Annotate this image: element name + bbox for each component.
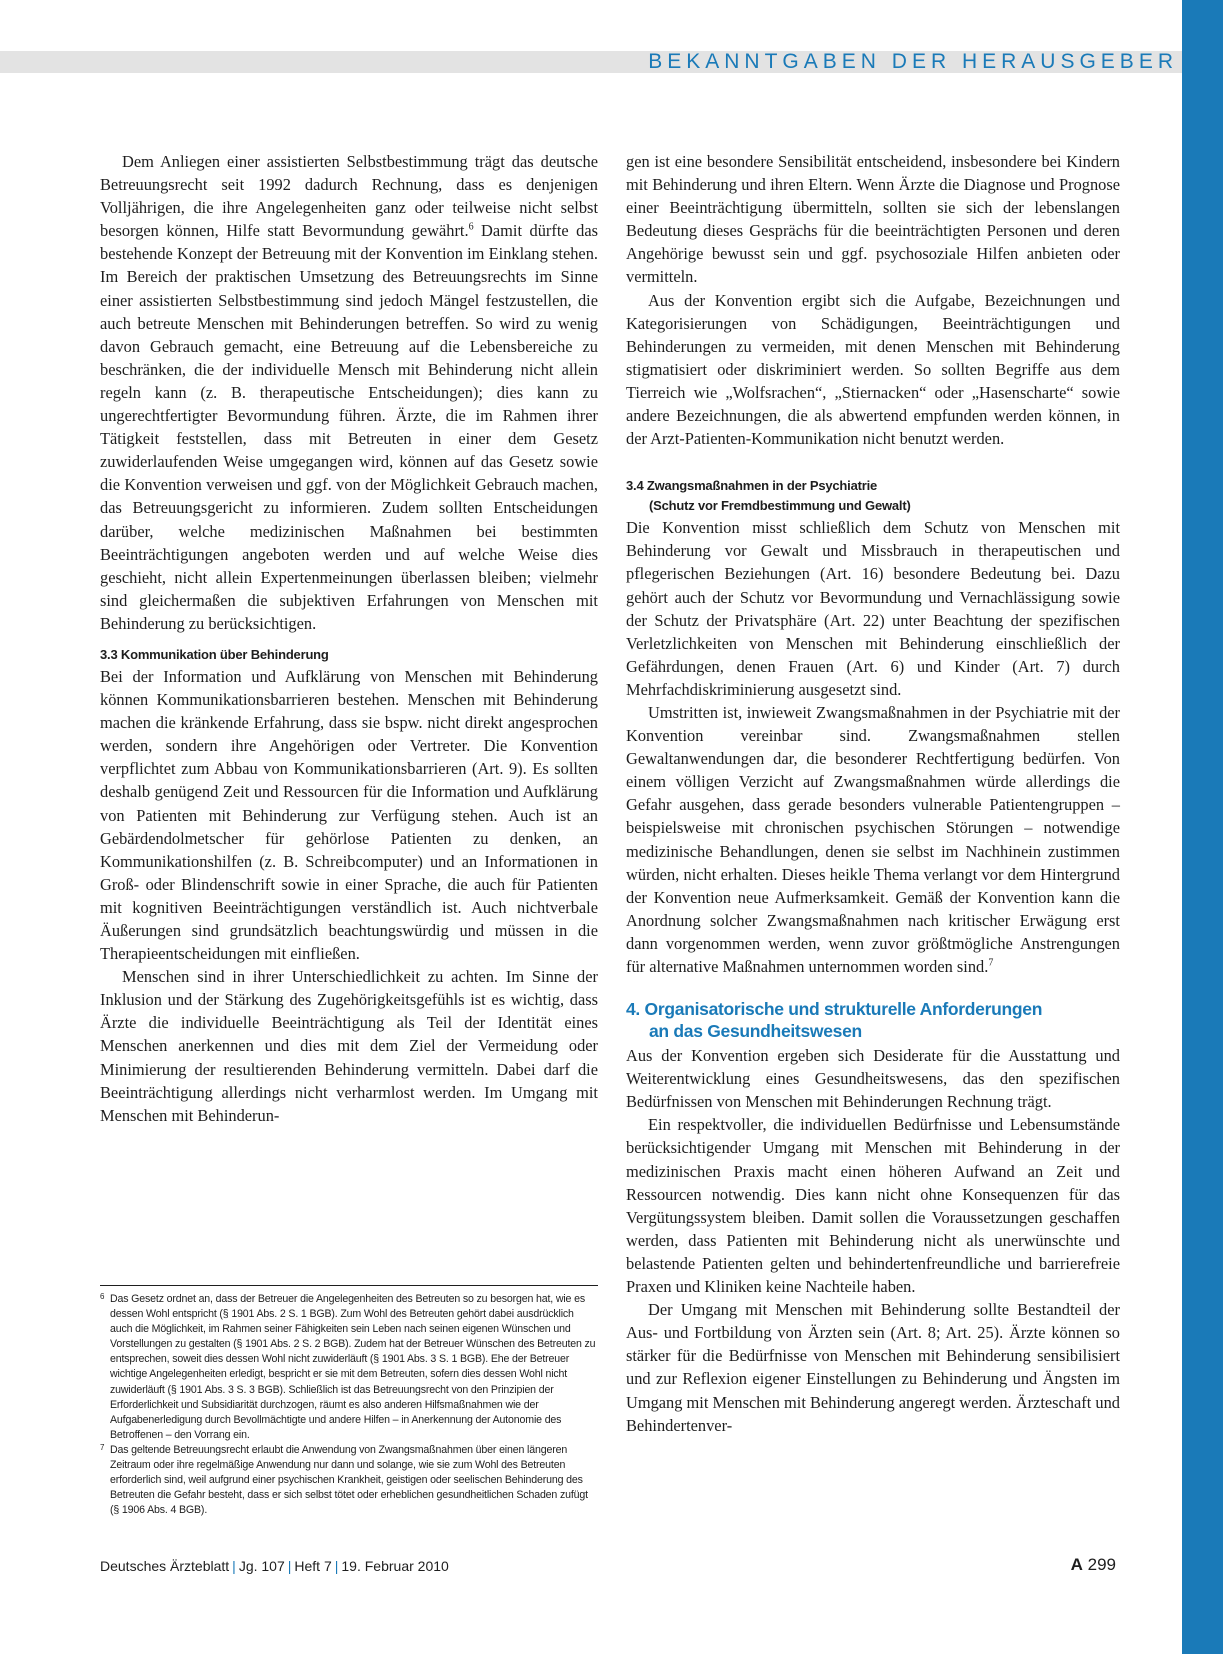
left-column [100, 150, 598, 1127]
footnote-number: 6 [100, 1292, 105, 1301]
issue: Heft 7 [294, 1558, 332, 1574]
page-number-value: 299 [1087, 1555, 1116, 1574]
paragraph [100, 150, 598, 635]
heading-line: 3.4 Zwangsmaßnahmen in der Psychiatrie [626, 478, 878, 494]
page-number [1071, 1555, 1116, 1575]
paragraph: Die Konvention misst schließlich dem Schutz von Menschen mit Behinderung vor Gewalt und Missbrauch in therapeutischen und pflegerischen Beziehungen (Art. 16) besondere Bedeutung bei. Dazu gehört auch der Schutz vor Bevormundung und Vernachlässigung sowie der Schutz der Privatsphäre (Art. 22) unter Beachtung der spezifischen Verletzlichkeiten von Menschen mit Behinderung einschließlich der Gefährdungen, denen Frauen (Art. 6) und Kinder (Art. 7) durch Mehrfachdiskriminierung ausgesetzt sind. [626, 518, 1120, 699]
footnote-text: Das geltende Betreuungsrecht erlaubt die Anwendung von Zwangsmaßnahmen über einen längeren Zeitraum oder ihre regelmäßige Anwendung nur dann und solange, wie sie zum Wohl des Betreuten erforderlich sind, weil aufgrund einer psychischen Krankheit, geistigen oder seelischen Behinderung des Betreuten die Gefahr besteht, dass er sich selbst tötet oder erheblichen gesundheitlichen Schaden zufügt (§ 1906 Abs. 4 BGB). [110, 1443, 588, 1517]
footer-citation [100, 1558, 449, 1574]
separator: | [334, 1558, 339, 1574]
section-heading-4 [626, 998, 1120, 1042]
heading-line: (Schutz vor Fremdbestimmung und Gewalt) [649, 498, 911, 514]
footnote-text: Das Gesetz ordnet an, dass der Betreuer die Angelegenheiten des Betreuten so zu besorgen hat, wie es dessen Wohl entspricht (§ 1901 Abs. 2 S. 1 BGB). Zum Wohl des Betreuten gehört dabei ausdrücklich auch die Möglichkeit, im Rahmen seiner Fähigkeiten sein Leben nach seinen eigenen Wünschen und Vorstellungen zu gestalten (§ 1901 Abs. 2 S. 2 BGB). Zudem hat der Betreuer Wünschen des Betreuten zu entsprechen, soweit dies dessen Wohl nicht zuwiderläuft (§ 1901 Abs. 3 S. 1 BGB). Ehe der Betreuer wichtige Angelegenheiten erledigt, bespricht er sie mit dem Betreuten, sofern dies dessen Wohl nicht zuwiderläuft (§ 1901 Abs. 3 S. 3 BGB). Schließlich ist das Betreuungsrecht von den Prinzipien der Erforderlichkeit und Subsidiarität durchzogen, räumt es also anderen Hilfsmaßnahmen wie der Aufgabenerledigung durch Bevollmächtigte und andere Hilfen – in Anerkennung der Autonomie des Betroffenen – den Vorrang ein. [110, 1293, 596, 1441]
footnotes [100, 1285, 598, 1518]
paragraph-text: Umstritten ist, inwieweit Zwangsmaßnahmen in der Psychiatrie mit der Konvention vereinbar sind. Zwangsmaßnahmen stellen Gewaltanwendungen dar, die besonderer Rechtfertigung bedürfen. Von einem völligen Verzicht auf Zwangsmaßnahmen würde allerdings die Gefahr ausgehen, dass gerade besonders vulnerable Patientengruppen – beispielsweise mit chronischen psychischen Störungen – notwendige medizinische Behandlungen, denen sie selbst im Nachhinein zustimmen würden, nicht erhalten. Dieses heikle Thema verlangt vor dem Hintergrund der Konvention neue Aufmerksamkeit. Gemäß der Konvention kann die Anordnung solcher Zwangsmaßnahmen nach kritischer Erwägung erst dann vorgenommen werden, wenn zuvor größtmögliche Anstrengungen für alternative Maßnahmen unternommen worden sind. [626, 702, 1120, 976]
sidebar-accent-bar [1182, 0, 1223, 1654]
volume: Jg. 107 [238, 1558, 285, 1574]
paragraph-text: Damit dürfte das bestehende Konzept der Betreuung mit der Konvention im Einklang stehen. Im Bereich der praktischen Umsetzung des Betreuungsrechts im Sinne einer assistierten Selbstbestimmung sind jedoch Mängel festzustellen, die auch betreute Menschen mit Behinderungen betreffen. So wird zu wenig davon Gebrauch gemacht, eine Betreuung auf die Lebensbereiche zu beschränken, die der individuelle Mensch mit Behinderung nicht allein regeln kann (z. B. therapeutische Entscheidungen); dies kann zu ungerechtfertigter Bevormundung führen. Ärzte, die im Rahmen ihrer Tätigkeit feststellen, dass mit Betreuten in einer dem Gesetz zuwiderlaufenden Weise umgegangen wird, können auf das Gesetz sowie die Konvention verweisen und ggf. von der Möglichkeit Gebrauch machen, das Betreuungsgericht zu informieren. Zudem sollten Entscheidungen darüber, welche medizinischen Maßnahmen bei bestimmten Beeinträchtigungen angeboten werden und auf welche Weise dies geschieht, nicht allein Expertenmeinungen überlassen bleiben; vielmehr sind gleichermaßen die subjektiven Erfahrungen von Menschen mit Behinderung zu berücksichtigen. [100, 221, 598, 633]
paragraph: Menschen sind in ihrer Unterschiedlichkeit zu achten. Im Sinne der Inklusion und der Stärkung des Zugehörigkeitsgefühls ist es wichtig, dass Ärzte die individuelle Beeinträchtigung als Teil der Identität eines Menschen anerkennen und dies mit dem Ziel der Vermeidung oder Minimierung der resultierenden Behinderung vermitteln. Dabei darf die Beeinträchtigung allerdings nicht verharmlost werden. Im Umgang mit Menschen mit Behinderun- [100, 967, 598, 1125]
paragraph: Ein respektvoller, die individuellen Bedürfnisse und Lebensumstände berücksichtigender Umgang mit Menschen mit Behinderung in der medizinischen Praxis macht einen höheren Aufwand an Zeit und Ressourcen notwendig. Dies kann nicht ohne Konsequenzen für das Vergütungssystem bleiben. Damit sollen die Voraussetzungen geschaffen werden, dass Patienten mit Behinderung nicht als unerwünschte und belastende Patienten gelten und behindertenfreundliche und barrierefreie Praxen und Kliniken keine Nachteile haben. [626, 1115, 1120, 1297]
right-column [626, 150, 1120, 1437]
separator: | [232, 1558, 236, 1574]
section-header-title: BEKANNTGABEN DER HERAUSGEBER [648, 50, 1178, 73]
separator: | [287, 1558, 292, 1574]
footnote-ref: 6 [468, 221, 474, 233]
page-prefix: A [1070, 1555, 1083, 1574]
issue-date: 19. Februar 2010 [341, 1558, 449, 1574]
footnote-ref: 7 [988, 957, 994, 969]
paragraph: Aus der Konvention ergibt sich die Aufgabe, Bezeichnungen und Kategorisierungen von Schädigungen, Beeinträchtigungen und Behinderungen zu vermeiden, mit denen Menschen mit Behinderung stigmatisiert oder diskriminiert werden. So sollten Begriffe aus dem Tierreich wie „Wolfsrachen“, „Stiernacken“ oder „Hasenscharte“ sowie andere Bezeichnungen, die als abwertend empfunden werden können, in der Arzt-Patienten-Kommunikation nicht benutzt werden. [626, 290, 1120, 449]
section-heading-3-3: 3.3 Kommunikation über Behinderung [100, 646, 329, 662]
paragraph [626, 701, 1120, 978]
paragraph: Aus der Konvention ergeben sich Desiderate für die Ausstattung und Weiterentwicklung eines Gesundheitswesens, das den spezifischen Bedürfnissen von Menschen mit Behinderungen Rechnung trägt. [626, 1046, 1120, 1112]
paragraph: Bei der Information und Aufklärung von Menschen mit Behinderung können Kommunikationsbarrieren bestehen. Menschen mit Behinderung machen die kränkende Erfahrung, dass sie bspw. nicht direkt angesprochen werden, sondern ihre Angehörigen oder Vertreter. Die Konvention verpflichtet zum Abbau von Kommunikationsbarrieren (Art. 9). Es sollten deshalb genügend Zeit und Ressourcen für die Information und Aufklärung von Patienten mit Behinderung zur Verfügung stehen. Auch ist an Gebärdendolmetscher für gehörlose Patienten zu denken, an Kommunikationshilfen (z. B. Schreibcomputer) und an Informationen in Groß- oder Blindenschrift sowie in einer Sprache, die auch für Patienten mit kognitiven Beeinträchtigungen verständlich ist. Auch nichtverbale Äußerungen sind grundsätzlich beachtungswürdig und müssen in die Therapieentscheidungen mit einfließen. [100, 666, 598, 964]
paragraph: gen ist eine besondere Sensibilität entscheidend, insbesondere bei Kindern mit Behinderung und ihren Eltern. Wenn Ärzte die Diagnose und Prognose einer Beeinträchtigung übermitteln, sollten sie sich der lebenslangen Bedeutung dieses Gesprächs für die beeinträchtigten Personen und deren Angehörige bewusst sein und ggf. psychosoziale Hilfen anbieten oder vermitteln. [626, 152, 1120, 287]
heading-line: an das Gesundheitswesen [649, 1021, 862, 1042]
footnote [100, 1292, 598, 1443]
journal-name: Deutsches Ärzteblatt [100, 1558, 230, 1574]
paragraph: Der Umgang mit Menschen mit Behinderung sollte Bestandteil der Aus- und Fortbildung von Ärzten sein (Art. 8; Art. 25). Ärzte können so stärker für die Bedürfnisse von Menschen mit Behinderung sensibilisiert und zur Reflexion eigener Einstellungen zu Behinderung und Ängsten im Umgang mit Menschen mit Behinderung angeregt werden. Ärzteschaft und Behindertenver- [626, 1300, 1120, 1435]
section-heading-3-4 [626, 476, 1120, 516]
heading-line: 4. Organisatorische und strukturelle Anforderungen [626, 999, 1043, 1020]
footnote-number: 7 [100, 1442, 105, 1452]
paragraph-text: Dem Anliegen einer assistierten Selbstbestimmung trägt das deutsche Betreuungsrecht seit 1992 dadurch Rechnung, dass es denjenigen Volljährigen, die ihre Angelegenheiten ganz oder teilweise nicht selbst besorgen können, Hilfe statt Bevormundung gewährt. [100, 152, 598, 241]
footnote [100, 1443, 598, 1518]
